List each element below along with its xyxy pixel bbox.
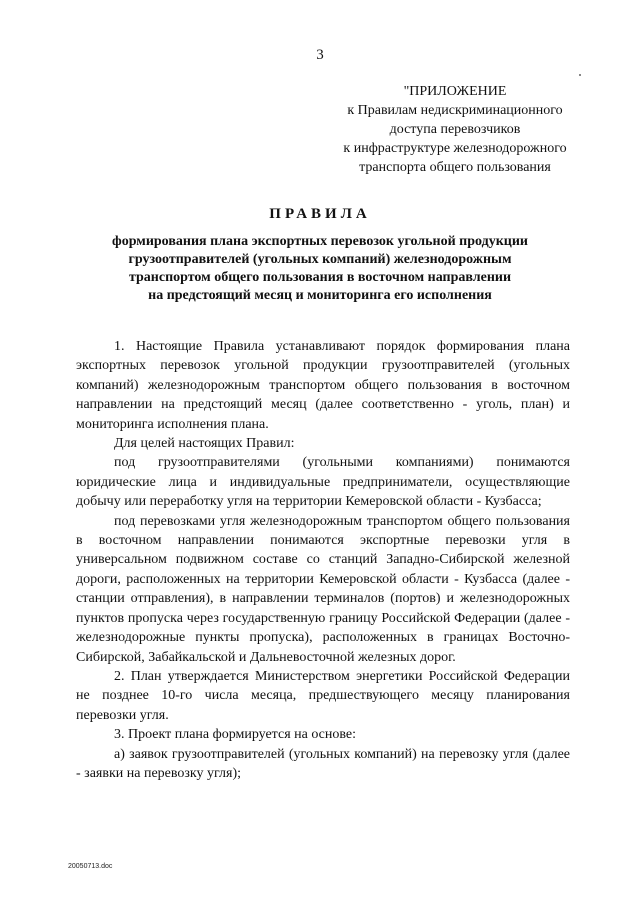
- paragraph-definition-transport: под перевозками угля железнодорожным транспортом общего пользования в восточном направлении понимаются экспортные перевозки угля в универсальном подвижном составе со станций Западно-Сибирской железной дороги, расположенных на территории Кемеровской области - Кузбасса (далее - станции отправления), в направлении терминалов (портов) и железнодорожных пунктов пропуска через государственную границу Российской Федерации (далее - железнодорожные пункты пропуска), расположенных в границах Восточно-Сибирской, Забайкальской и Дальневосточной железных дорог.: [76, 513, 570, 665]
- page-number: 3: [316, 47, 324, 63]
- paragraph-definitions-intro: Для целей настоящих Правил:: [114, 436, 295, 452]
- subtitle-line: грузоотправителей (угольных компаний) железнодорожным: [128, 252, 512, 267]
- paragraph-1: 1. Настоящие Правила устанавливают порядок формирования плана экспортных перевозок угольной продукции грузоотправителей (угольных компаний) железнодорожным транспортом общего пользования в восточном направлении на предстоящий месяц (далее соответственно - уголь, план) и мониторинга исполнения плана.: [76, 339, 570, 432]
- document-body: [76, 337, 570, 783]
- paragraph-3a: а) заявок грузоотправителей (угольных компаний) на перевозку угля (далее - заявки на перевозку угля);: [76, 746, 570, 781]
- scan-mark: [579, 74, 581, 76]
- appendix-line: "ПРИЛОЖЕНИЕ: [403, 84, 507, 99]
- paragraph-3: 3. Проект плана формируется на основе:: [114, 727, 357, 743]
- appendix-line: к Правилам недискриминационного: [347, 103, 563, 118]
- paragraph-2: 2. План утверждается Министерством энергетики Российской Федерации не позднее 10-го числа месяца, предшествующего месяцу планирования перевозки угля.: [76, 668, 570, 723]
- subtitle-line: формирования плана экспортных перевозок угольной продукции: [112, 234, 528, 249]
- subtitle-line: на предстоящий месяц и мониторинга его исполнения: [148, 288, 492, 303]
- footer-filename: 20050713.doc: [68, 863, 113, 870]
- appendix-header: [300, 82, 610, 177]
- appendix-line: к инфраструктуре железнодорожного: [343, 141, 567, 156]
- subtitle-line: транспортом общего пользования в восточном направлении: [128, 270, 512, 285]
- paragraph-definition-shippers: под грузоотправителями (угольными компаниями) понимаются юридические лица и индивидуальные предприниматели, осуществляющие добычу или переработку угля на территории Кемеровской области - Кузбасса;: [76, 455, 570, 510]
- document-title: ПРАВИЛА: [269, 206, 371, 222]
- appendix-line: доступа перевозчиков: [389, 122, 521, 137]
- appendix-line: транспорта общего пользования: [359, 160, 551, 175]
- document-subtitle: [60, 233, 580, 305]
